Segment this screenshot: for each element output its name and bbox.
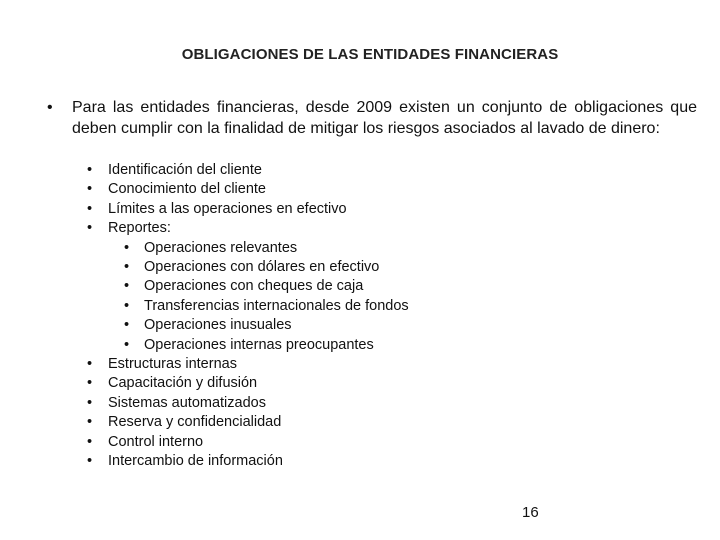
list-item	[0, 413, 720, 432]
bullet-dot: •	[124, 239, 130, 256]
obligations-list	[0, 161, 720, 472]
list-item-text: Reportes:	[108, 220, 171, 237]
bullet-dot: •	[87, 453, 93, 470]
sub-list-item-text: Operaciones internas preocupantes	[144, 336, 374, 353]
list-item-text: Estructuras internas	[108, 356, 237, 373]
sub-list-item	[0, 297, 720, 316]
list-item-text: Reserva y confidencialidad	[108, 414, 282, 431]
sub-list-item	[0, 316, 720, 335]
bullet-dot: •	[87, 220, 93, 237]
list-item-text: Control interno	[108, 433, 204, 450]
page-number: 16	[522, 504, 539, 521]
sub-list-item-text: Operaciones con dólares en efectivo	[144, 259, 380, 276]
bullet-dot: •	[124, 278, 130, 295]
bullet-dot: •	[124, 297, 130, 314]
sub-list-item-text: Operaciones con cheques de caja	[144, 278, 364, 295]
sub-list-item-text: Operaciones relevantes	[144, 239, 298, 256]
list-item-text: Conocimiento del cliente	[108, 181, 266, 198]
list-item	[0, 355, 720, 374]
bullet-dot: •	[124, 336, 130, 353]
bullet-dot: •	[87, 433, 93, 450]
intro-bullet: •	[47, 99, 53, 116]
list-item-text: Sistemas automatizados	[108, 394, 266, 411]
list-item	[0, 452, 720, 471]
bullet-dot: •	[87, 200, 93, 217]
list-item	[0, 374, 720, 393]
list-item	[0, 180, 720, 199]
sub-list-item	[0, 277, 720, 296]
bullet-dot: •	[87, 356, 93, 373]
list-item	[0, 433, 720, 452]
list-item-text: Límites a las operaciones en efectivo	[108, 200, 347, 217]
list-item-text: Identificación del cliente	[108, 162, 262, 178]
bullet-dot: •	[87, 162, 93, 178]
list-item-text: Intercambio de información	[108, 453, 283, 470]
list-item-text: Capacitación y difusión	[108, 375, 258, 392]
bullet-dot: •	[87, 414, 93, 431]
bullet-dot: •	[87, 394, 93, 411]
list-item	[0, 161, 720, 180]
sub-list-item	[0, 258, 720, 277]
bullet-dot: •	[124, 259, 130, 276]
bullet-dot: •	[87, 375, 93, 392]
slide-title: OBLIGACIONES DE LAS ENTIDADES FINANCIERAS	[181, 46, 559, 63]
list-item	[0, 394, 720, 413]
list-item	[0, 200, 720, 219]
list-item	[0, 219, 720, 238]
bullet-dot: •	[124, 317, 130, 334]
sub-list-item-text: Transferencias internacionales de fondos	[144, 297, 409, 314]
sub-list-item-text: Operaciones inusuales	[144, 317, 292, 334]
intro-text: Para las entidades financieras, desde 2009 existen un conjunto de obligaciones que deben cumplir con la finalidad de mitigar los riesgos asociados al lavado de dinero:	[72, 99, 697, 137]
bullet-dot: •	[87, 181, 93, 198]
intro-paragraph	[47, 97, 697, 139]
sub-list-item	[0, 336, 720, 355]
sub-list-item	[0, 239, 720, 258]
